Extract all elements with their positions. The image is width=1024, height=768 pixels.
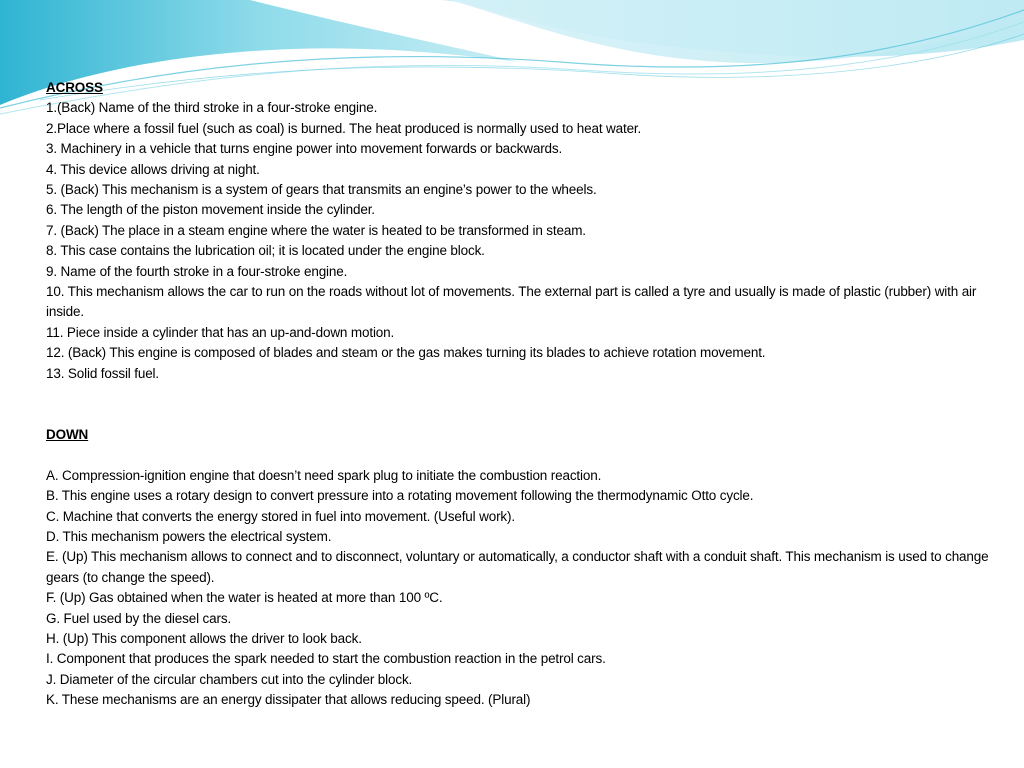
- section-spacer: [46, 445, 996, 465]
- down-clue-a: A. Compression-ignition engine that doesn’t need spark plug to initiate the combustion reaction.: [46, 467, 602, 483]
- down-clue-c: C. Machine that converts the energy stored in fuel into movement. (Useful work).: [46, 508, 515, 524]
- across-heading: ACROSS: [46, 80, 103, 95]
- across-clue-3: 3. Machinery in a vehicle that turns engine power into movement forwards or backwards.: [46, 141, 563, 157]
- down-clue-g: G. Fuel used by the diesel cars.: [46, 610, 232, 626]
- crossword-clues: [46, 78, 996, 711]
- down-clue-e: E. (Up) This mechanism allows to connect and to disconnect, voluntary or automatically, a conductor shaft with a conduit shaft. This mechanism is used to change gears (to change the speed).: [46, 549, 989, 585]
- across-clue-11: 11. Piece inside a cylinder that has an up-and-down motion.: [46, 324, 395, 340]
- down-clue-f: F. (Up) Gas obtained when the water is heated at more than 100 ºC.: [46, 590, 443, 606]
- across-clue-9: 9. Name of the fourth stroke in a four-stroke engine.: [46, 263, 348, 279]
- down-clue-h: H. (Up) This component allows the driver to look back.: [46, 630, 362, 646]
- across-clue-4: 4. This device allows driving at night.: [46, 161, 260, 177]
- down-clue-k: K. These mechanisms are an energy dissipater that allows reducing speed. (Plural): [46, 692, 531, 708]
- down-clue-j: J. Diameter of the circular chambers cut into the cylinder block.: [46, 671, 413, 687]
- down-clue-d: D. This mechanism powers the electrical system.: [46, 528, 332, 544]
- across-clue-5: 5. (Back) This mechanism is a system of gears that transmits an engine’s power to the wheels.: [46, 182, 597, 198]
- section-spacer: [46, 384, 996, 425]
- across-clue-6: 6. The length of the piston movement inside the cylinder.: [46, 202, 375, 218]
- across-clue-12: 12. (Back) This engine is composed of blades and steam or the gas makes turning its blades to achieve rotation movement.: [46, 345, 766, 361]
- down-clue-b: B. This engine uses a rotary design to convert pressure into a rotating movement following the thermodynamic Otto cycle.: [46, 488, 754, 504]
- across-clue-1: 1.(Back) Name of the third stroke in a four-stroke engine.: [46, 100, 378, 116]
- across-clue-10: 10. This mechanism allows the car to run on the roads without lot of movements. The external part is called a tyre and usually is made of plastic (rubber) with air inside.: [46, 284, 977, 320]
- across-clue-2: 2.Place where a fossil fuel (such as coal) is burned. The heat produced is normally used to heat water.: [46, 120, 642, 136]
- down-clue-i: I. Component that produces the spark needed to start the combustion reaction in the petrol cars.: [46, 651, 606, 667]
- across-clue-7: 7. (Back) The place in a steam engine where the water is heated to be transformed in steam.: [46, 222, 586, 238]
- down-heading: DOWN: [46, 426, 89, 442]
- across-clue-8: 8. This case contains the lubrication oil; it is located under the engine block.: [46, 243, 485, 259]
- across-clue-13: 13. Solid fossil fuel.: [46, 365, 160, 381]
